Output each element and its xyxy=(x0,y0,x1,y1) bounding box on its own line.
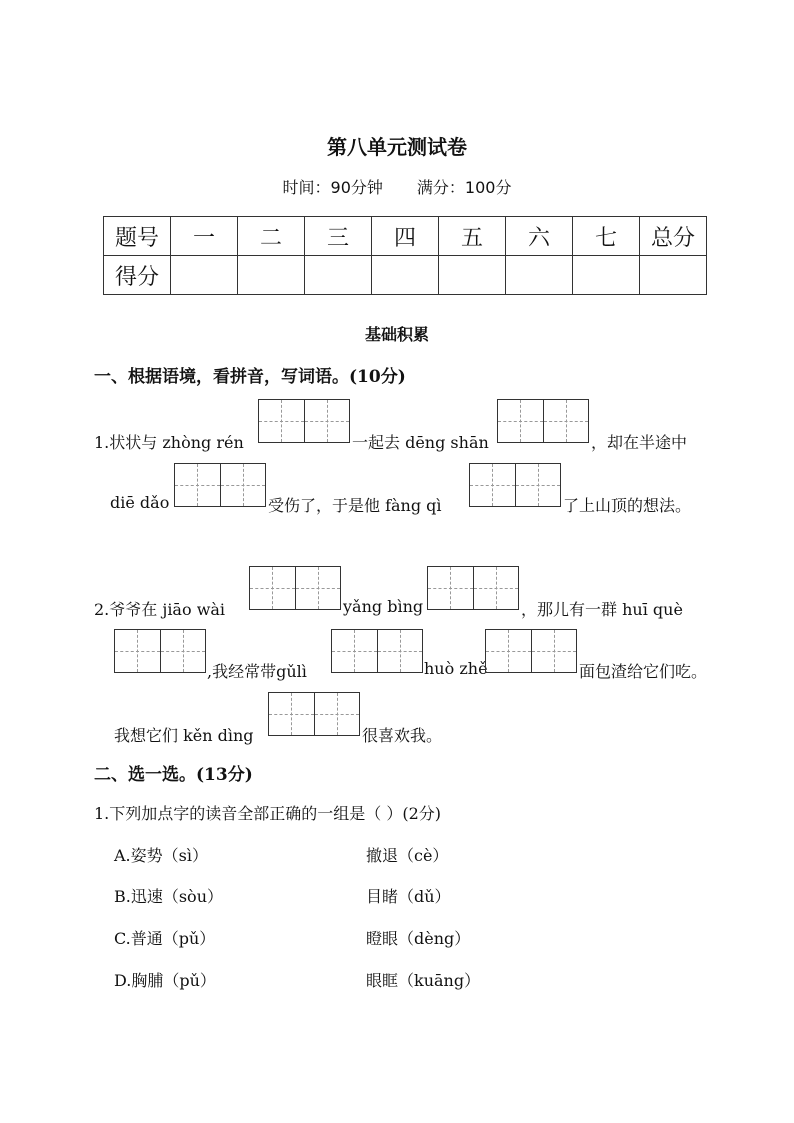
score-header-cell: 七 xyxy=(573,217,640,256)
answer-grid[interactable] xyxy=(268,692,360,736)
q1-sentence1-part5: 受伤了，于是他 fàng qì xyxy=(268,496,442,515)
q1-sentence1-part4: diē dǎo xyxy=(110,493,170,512)
question-1-heading: 一、根据语境，看拼音，写词语。(10分) xyxy=(94,367,406,387)
q2-stem: 1.下列加点字的读音全部正确的一组是（ ）(2分) xyxy=(94,804,442,823)
score-table-header-row xyxy=(104,217,707,256)
answer-grid[interactable] xyxy=(114,629,206,673)
q1-sentence2-part1: 2.爷爷在 jiāo wài xyxy=(94,600,226,619)
answer-grid[interactable] xyxy=(427,566,519,610)
q1-sentence2-part7: 我想它们 kěn dìng xyxy=(114,726,254,745)
option-d-left[interactable]: D.胸脯（pǔ） xyxy=(114,971,216,990)
score-input-cell[interactable] xyxy=(506,256,573,295)
score-header-cell: 五 xyxy=(439,217,506,256)
question-2-heading: 二、选一选。(13分) xyxy=(94,765,253,785)
score-header-cell: 总分 xyxy=(640,217,707,256)
q1-sentence1-part1: 1.状状与 zhòng rén xyxy=(94,433,244,452)
q1-sentence2-part3: ，那儿有一群 huī què xyxy=(521,600,683,619)
q1-sentence2-part8: 很喜欢我。 xyxy=(362,726,443,745)
option-a-left[interactable]: A.姿势（sì） xyxy=(114,846,208,865)
answer-grid[interactable] xyxy=(249,566,341,610)
option-c-left[interactable]: C.普通（pǔ） xyxy=(114,929,216,948)
option-c-right: 瞪眼（dèng） xyxy=(366,929,471,948)
score-header-cell: 六 xyxy=(506,217,573,256)
q1-sentence2-part2: yǎng bìng xyxy=(343,597,424,616)
answer-grid[interactable] xyxy=(485,629,577,673)
q1-sentence1-part6: 了上山顶的想法。 xyxy=(563,496,692,515)
score-input-cell[interactable] xyxy=(640,256,707,295)
option-a-right: 撤退（cè） xyxy=(366,846,449,865)
option-b-right: 目睹（dǔ） xyxy=(366,887,451,906)
q1-sentence2-part6: 面包渣给它们吃。 xyxy=(579,662,708,681)
answer-grid[interactable] xyxy=(497,399,589,443)
answer-grid[interactable] xyxy=(258,399,350,443)
score-header-cell: 四 xyxy=(372,217,439,256)
q1-sentence1-part3: ，却在半途中 xyxy=(591,433,688,452)
score-header-cell: 一 xyxy=(171,217,238,256)
q1-sentence1-part2: 一起去 dēng shān xyxy=(352,433,489,452)
q1-sentence2-part5: huò zhě xyxy=(424,659,488,678)
answer-grid[interactable] xyxy=(469,463,561,507)
q1-sentence2-part4: ,我经常带gǔlì xyxy=(207,662,307,681)
score-input-cell[interactable] xyxy=(171,256,238,295)
score-header-cell: 三 xyxy=(305,217,372,256)
score-input-cell[interactable] xyxy=(573,256,640,295)
option-b-left[interactable]: B.迅速（sòu） xyxy=(114,887,223,906)
page-title: 第八单元测试卷 xyxy=(327,135,467,159)
answer-grid[interactable] xyxy=(331,629,423,673)
score-table-score-row xyxy=(104,256,707,295)
score-input-cell[interactable] xyxy=(238,256,305,295)
score-input-cell[interactable] xyxy=(439,256,506,295)
score-row-label: 得分 xyxy=(104,256,171,295)
score-input-cell[interactable] xyxy=(372,256,439,295)
score-header-cell: 题号 xyxy=(104,217,171,256)
exam-info xyxy=(0,175,794,198)
full-score: 满分：100分 xyxy=(416,178,512,197)
score-header-cell: 二 xyxy=(238,217,305,256)
option-d-right: 眼眶（kuāng） xyxy=(366,971,481,990)
score-table xyxy=(103,216,707,295)
answer-grid[interactable] xyxy=(174,463,266,507)
time-limit: 时间：90分钟 xyxy=(282,178,383,197)
section-title: 基础积累 xyxy=(364,325,429,344)
score-input-cell[interactable] xyxy=(305,256,372,295)
